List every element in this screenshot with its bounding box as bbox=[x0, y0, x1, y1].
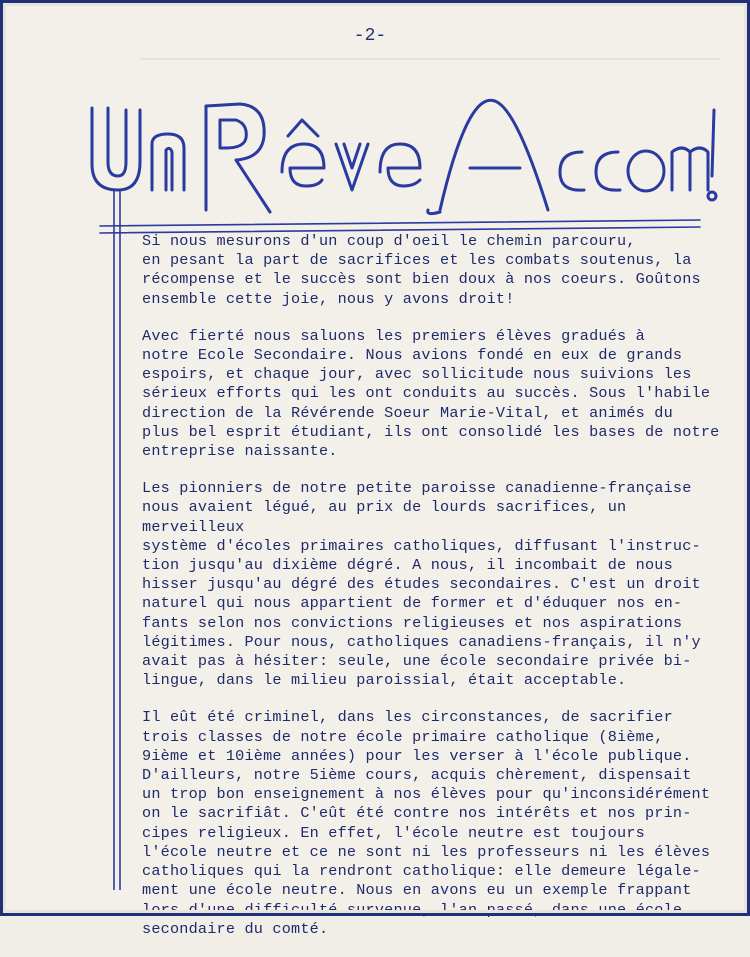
page-title-art bbox=[0, 40, 750, 240]
paragraph-3: Les pionniers de notre petite paroisse canadienne-française nous avaient légué, au prix de lourds sacrifices, un merveilleux système d'écoles primaires catholiques, diffusant l'instruc- tion jusqu'au dixième dégré. A nous, il incombait de nous hisser jusqu'au dégré des études secondaires. C'est un droit naturel qui nous appartient de former et d'éduquer nos en- fants selon nos convictions religieuses et nos aspirations légitimes. Pour nous, catholiques canadiens-français, il n'y avait pas à hésiter: seule, une école secondaire privée bi- lingue, dans le milieu paroissial, était acceptable. bbox=[142, 479, 701, 690]
paragraph-2: Avec fierté nous saluons les premiers élèves gradués à notre Ecole Secondaire. Nous avions fondé en eux de grands espoirs, et chaque jour, avec sollicitude nous suivions les sérieux efforts qui les ont conduits au succès. Sous l'habile direction de la Révérende Soeur Marie-Vital, et animés du plus bel esprit étudiant, ils ont consolidé les bases de notre entreprise naissante. bbox=[142, 326, 720, 461]
paragraph-4: Il eût été criminel, dans les circonstances, de sacrifier trois classes de notre école primaire catholique (8ième, 9ième et 10ième années) pour les verser à l'école publique. D'ailleurs, notre 5ième cours, acquis chèrement, dispensait un trop bon enseignement à nos élèves pour qu'inconsidérément on le sacrifiât. C'eût été contre nos intérêts et nos prin- cipes religieux. En effet, l'école neutre est toujours l'école neutre et ce ne sont ni les professeurs ni les élèves catholiques qui la rendront catholique: elle demeure légale- ment une école neutre. Nous en avons eu un exemple frappant lors d'une difficulté survenue, l'an passé, dans une école secondaire du comté. bbox=[142, 708, 711, 938]
article-body bbox=[142, 232, 722, 957]
paragraph-1: Si nous mesurons d'un coup d'oeil le chemin parcouru, en pesant la part de sacrifices et les combats soutenus, la récompense et le succès sont bien doux à nos coeurs. Goûtons ensemble cette joie, nous y avons droit! bbox=[142, 232, 701, 308]
left-margin-rule bbox=[0, 240, 140, 900]
page-number: -2- bbox=[353, 26, 387, 46]
